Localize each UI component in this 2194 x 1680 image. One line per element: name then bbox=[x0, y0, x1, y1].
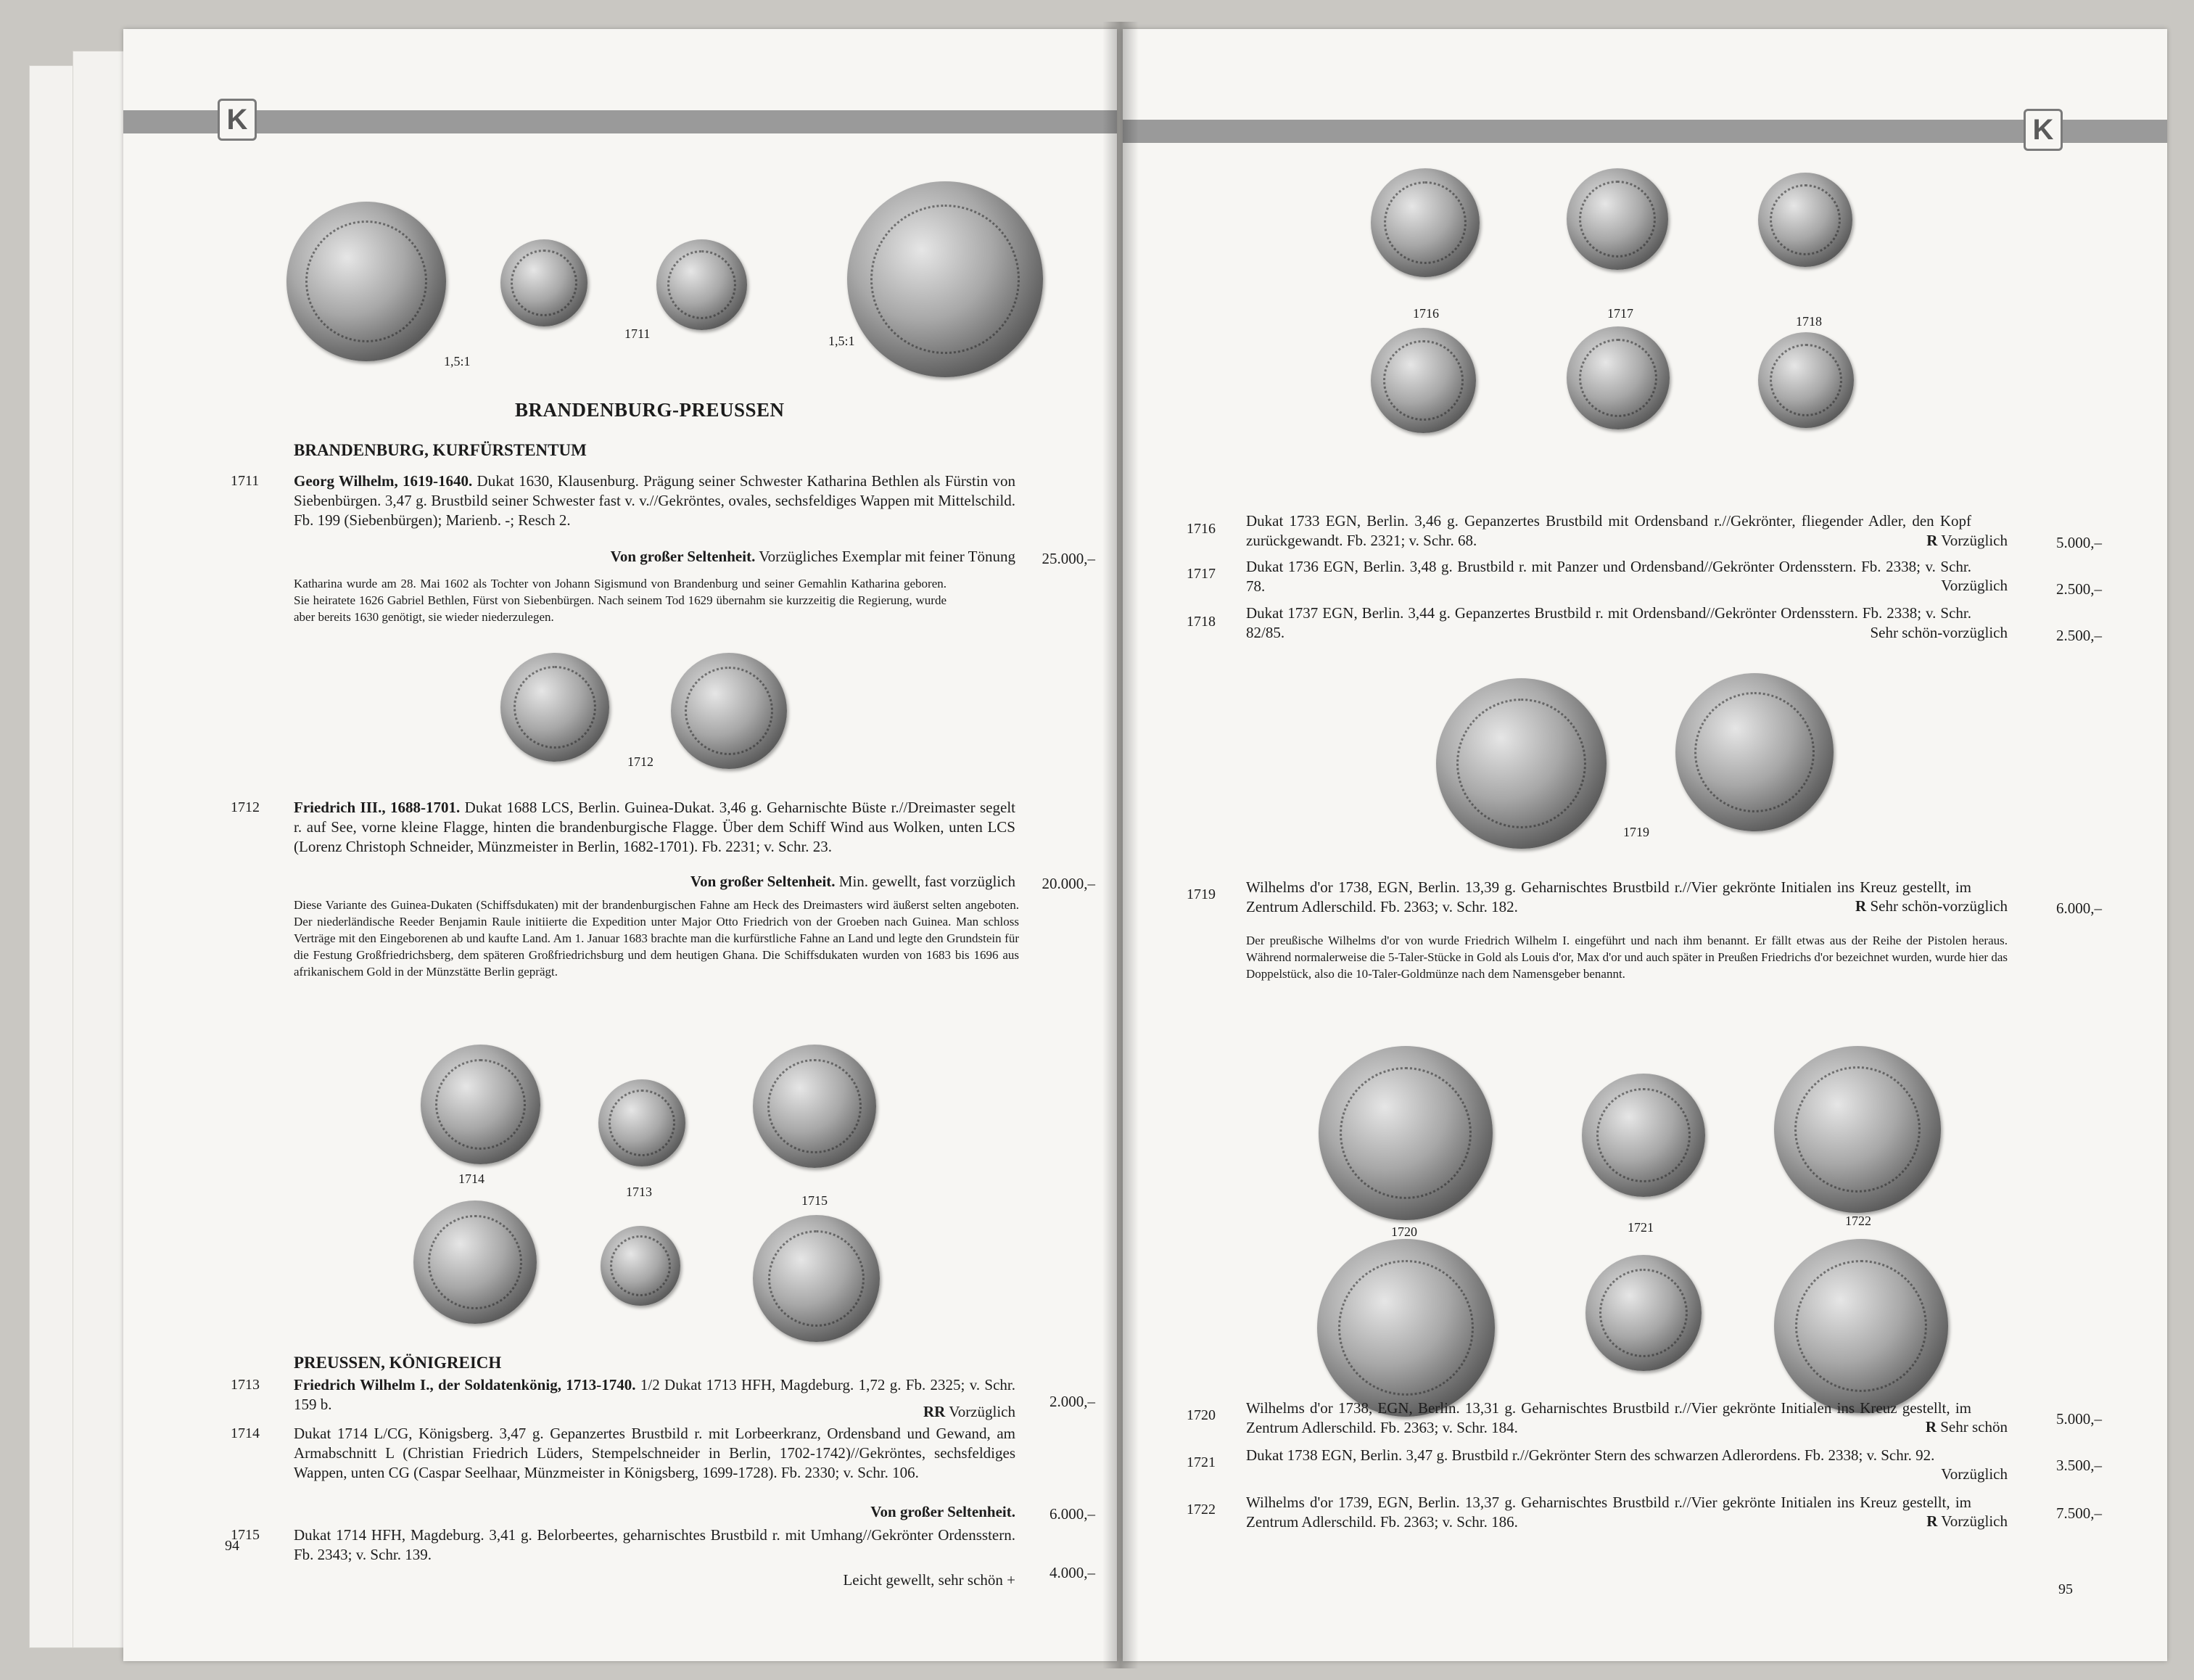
lot-price: 4.000,– bbox=[1049, 1564, 1095, 1581]
lot-grade: Sehr schön-vorzüglich bbox=[1870, 624, 2008, 641]
coin-1711-reverse bbox=[847, 181, 1043, 377]
coin-1711-obverse bbox=[286, 202, 446, 361]
lot-number: 1715 bbox=[231, 1527, 260, 1543]
lot-number: 1719 bbox=[1187, 886, 1216, 902]
coin-1711-reverse-small bbox=[656, 239, 747, 330]
lot-description: Wilhelms d'or 1738, EGN, Berlin. 13,39 g. Geharnischtes Brustbild r.//Vier gekrönte Initialen ins Kreuz gestellt, im Zentrum Adlerschild. Fb. 2363; v. Schr. 182. bbox=[1246, 878, 1971, 915]
lot-grade: Vorzüglich bbox=[1941, 1465, 2008, 1483]
page-number: 94 bbox=[225, 1538, 239, 1554]
lot-price: 20.000,– bbox=[1042, 875, 1095, 892]
lot-price: 6.000,– bbox=[1049, 1505, 1095, 1523]
lot-number: 1720 bbox=[1187, 1407, 1216, 1423]
lot-description: Dukat 1738 EGN, Berlin. 3,47 g. Brustbild r.//Gekrönter Stern des schwarzen Adlerordens. Fb. 2338; v. Schr. 92. bbox=[1246, 1446, 1935, 1464]
lot-grade: RR Vorzüglich bbox=[923, 1403, 1015, 1420]
coin-1714-obverse bbox=[421, 1045, 540, 1164]
lot-description: Dukat 1733 EGN, Berlin. 3,46 g. Gepanzertes Brustbild mit Ordensband r.//Gekrönter, fliegender Adler, den Kopf zurückgewandt. Fb. 2321; v. Schr. 68. bbox=[1246, 512, 1971, 549]
lot-price: 5.000,– bbox=[2056, 534, 2102, 551]
lot-description: Wilhelms d'or 1738, EGN, Berlin. 13,31 g. Geharnischtes Brustbild r.//Vier gekrönte Initialen ins Kreuz gestellt, im Zentrum Adlerschild. Fb. 2363; v. Schr. 184. bbox=[1246, 1399, 1971, 1436]
scale-caption: 1,5:1 bbox=[828, 334, 855, 348]
lot-description: Dukat 1736 EGN, Berlin. 3,48 g. Brustbild r. mit Panzer und Ordensband//Gekrönter Ordensstern. Fb. 2338; v. Schr. 78. bbox=[1246, 558, 1971, 595]
lot-description: Dukat 1737 EGN, Berlin. 3,44 g. Gepanzertes Brustbild r. mit Ordensband//Gekrönter Ordensstern. Fb. 2338; v. Schr. 82/85. bbox=[1246, 604, 1971, 641]
coin-caption-1714: 1714 bbox=[458, 1172, 484, 1186]
lot-number: 1717 bbox=[1187, 566, 1216, 582]
coin-1719-reverse bbox=[1675, 673, 1834, 831]
publisher-logo: K bbox=[2024, 109, 2063, 151]
coin-caption-1717: 1717 bbox=[1607, 306, 1633, 321]
lot-price: 5.000,– bbox=[2056, 1410, 2102, 1428]
header-band bbox=[123, 110, 1117, 133]
coin-1715-obverse bbox=[753, 1045, 876, 1168]
coin-1721-obverse bbox=[1582, 1074, 1705, 1197]
lot-number: 1714 bbox=[231, 1425, 260, 1441]
coin-1712-obverse bbox=[500, 653, 609, 762]
lot-number: 1712 bbox=[231, 799, 260, 815]
lot-note: Katharina wurde am 28. Mai 1602 als Tochter von Johann Sigismund von Brandenburg und seiner Gemahlin Katharina geboren. Sie heiratete 1626 Gabriel Bethlen, Fürst von Siebenbürgen. Nach seinem Tod 1629 übernahm sie kurzzeitig die Regierung, wurde aber bereits 1630 genötigt, sie wieder niederzulegen. bbox=[294, 577, 947, 624]
coin-1717-obverse bbox=[1567, 168, 1668, 270]
coin-caption-1718: 1718 bbox=[1796, 314, 1822, 329]
lot-description: Friedrich Wilhelm I., der Soldatenkönig, 1713-1740. 1/2 Dukat 1713 HFH, Magdeburg. 1,72 g. Fb. 2325; v. Schr. 159 b. bbox=[294, 1376, 1016, 1413]
coin-1718-obverse bbox=[1758, 173, 1852, 267]
lot-description: Dukat 1714 L/CG, Königsberg. 3,47 g. Gepanzertes Brustbild r. mit Lorbeerkranz, Ordensband und Gewand, am Armabschnitt L (Christian Friedrich Lüders, Stempelschneider in Berlin, 1702-1742)//Gekröntes, sechsfeldiges Wappen, unten CG (Caspar Seelhaar, Münzmeister in Königsberg, 1699-1728). Fb. 2330; v. Schr. 106. bbox=[294, 1425, 1015, 1481]
lot-price: 7.500,– bbox=[2056, 1504, 2102, 1522]
page-title: BRANDENBURG-PREUSSEN bbox=[515, 399, 785, 421]
lot-number: 1718 bbox=[1187, 614, 1216, 630]
publisher-logo: K bbox=[218, 99, 257, 141]
lot-note: Diese Variante des Guinea-Dukaten (Schiffsdukaten) mit der brandenburgischen Fahne am Heck des Dreimasters wird äußerst selten angeboten. Der niederländische Reeder Benjamin Raule initiierte die Expedition unter Major Otto Friedrich von der Groeben nach Guinea. Man schloss Verträge mit den Eingeborenen ab und kaufte Land. Am 1. Januar 1683 brachte man die kurfürstliche Fahne an Land und legte den Grundstein für die Festung Großfriedrichsberg, dem späteren Großfriedrichsburg und dem heutigen Ghana. Die Schiffsdukaten wurden von 1683 bis 1696 aus afrikanischem Gold in der Münzstätte Berlin geprägt. bbox=[294, 898, 1019, 979]
coin-caption-1715: 1715 bbox=[801, 1193, 828, 1208]
lot-price: 25.000,– bbox=[1042, 550, 1095, 567]
left-page bbox=[123, 29, 1117, 1661]
lot-grade: R Vorzüglich bbox=[1926, 532, 2008, 549]
coin-1719-obverse bbox=[1436, 678, 1607, 849]
lot-grade: Von großer Seltenheit. Vorzügliches Exemplar mit feiner Tönung bbox=[610, 548, 1015, 565]
coin-1720-reverse bbox=[1317, 1239, 1495, 1417]
coin-1711-obverse-small bbox=[500, 239, 587, 326]
book-gutter bbox=[1102, 22, 1139, 1668]
coin-1713-obverse bbox=[598, 1079, 685, 1166]
coin-1718-reverse bbox=[1758, 332, 1854, 428]
coin-caption-1722: 1722 bbox=[1845, 1214, 1871, 1228]
lot-description: Dukat 1714 HFH, Magdeburg. 3,41 g. Belorbeertes, geharnischtes Brustbild r. mit Umhang//Gekrönter Ordensstern. Fb. 2343; v. Schr. 139. bbox=[294, 1526, 1015, 1563]
coin-caption-1716: 1716 bbox=[1413, 306, 1439, 321]
lot-price: 2.500,– bbox=[2056, 627, 2102, 644]
lot-number: 1716 bbox=[1187, 521, 1216, 537]
lot-grade: Vorzüglich bbox=[1941, 577, 2008, 594]
coin-1717-reverse bbox=[1567, 326, 1670, 429]
coin-1720-obverse bbox=[1319, 1046, 1493, 1220]
lot-grade: R Sehr schön-vorzüglich bbox=[1855, 897, 2008, 915]
lot-number: 1711 bbox=[231, 473, 260, 489]
lot-grade: R Vorzüglich bbox=[1926, 1512, 2008, 1530]
lot-grade: R Sehr schön bbox=[1925, 1418, 2008, 1436]
lot-number: 1721 bbox=[1187, 1454, 1216, 1470]
coin-caption-1719: 1719 bbox=[1623, 825, 1649, 839]
section-heading: PREUSSEN, KÖNIGREICH bbox=[294, 1354, 502, 1372]
lot-description: Friedrich III., 1688-1701. Dukat 1688 LCS, Berlin. Guinea-Dukat. 3,46 g. Geharnischte Büste r.//Dreimaster segelt r. auf See, vorne kleine Flagge, hinten die brandenburgische Flagge. Über dem Schiff Wind aus Wolken, unten LCS (Lorenz Christoph Schneider, Münzmeister in Berlin, 1682-1701). Fb. 2231; v. Schr. 23. bbox=[294, 799, 1015, 855]
scale-caption: 1,5:1 bbox=[444, 354, 471, 368]
coin-1716-obverse bbox=[1371, 168, 1480, 277]
coin-1713-reverse bbox=[601, 1226, 680, 1306]
coin-caption-1712: 1712 bbox=[627, 754, 653, 769]
lot-price: 2.000,– bbox=[1049, 1393, 1095, 1410]
lot-price: 6.000,– bbox=[2056, 899, 2102, 917]
coin-1715-reverse bbox=[753, 1215, 880, 1342]
coin-1716-reverse bbox=[1371, 328, 1476, 433]
coin-caption-1721: 1721 bbox=[1628, 1220, 1654, 1235]
header-band bbox=[1123, 120, 2167, 143]
lot-description: Wilhelms d'or 1739, EGN, Berlin. 13,37 g. Geharnischtes Brustbild r.//Vier gekrönte Initialen ins Kreuz gestellt, im Zentrum Adlerschild. Fb. 2363; v. Schr. 186. bbox=[1246, 1494, 1971, 1531]
page-number: 95 bbox=[2058, 1581, 2073, 1597]
lot-description: Georg Wilhelm, 1619-1640. Dukat 1630, Klausenburg. Prägung seiner Schwester Katharina Bethlen als Fürstin von Siebenbürgen. 3,47 g. Brustbild seiner Schwester fast v. v.//Gekröntes, ovales, sechsfeldiges Wappen mit Mittelschild. Fb. 199 (Siebenbürgen); Marienb. -; Resch 2. bbox=[294, 472, 1016, 529]
lot-number: 1722 bbox=[1187, 1502, 1216, 1518]
lot-grade: Von großer Seltenheit. bbox=[870, 1503, 1015, 1520]
lot-number: 1713 bbox=[231, 1377, 260, 1393]
lot-grade: Leicht gewellt, sehr schön + bbox=[843, 1571, 1015, 1589]
lot-note: Der preußische Wilhelms d'or von wurde Friedrich Wilhelm I. eingeführt und nach ihm benannt. Er fällt etwas aus der Reihe der Pistolen heraus. Während normalerweise die 5-Taler-Stücke in Gold als Louis d'or, Max d'or und auch später in Preußen Friedrichs d'or bezeichnet wurden, wurde hier das Doppelstück, also die 10-Taler-Goldmünze nach dem Namensgeber benannt. bbox=[1246, 934, 2008, 981]
coin-1721-reverse bbox=[1585, 1255, 1702, 1371]
lot-price: 3.500,– bbox=[2056, 1457, 2102, 1474]
coin-1722-reverse bbox=[1774, 1239, 1948, 1413]
coin-caption-1713: 1713 bbox=[626, 1185, 652, 1199]
lot-price: 2.500,– bbox=[2056, 580, 2102, 598]
coin-caption-1711: 1711 bbox=[624, 326, 651, 341]
right-page bbox=[1123, 29, 2167, 1661]
section-heading: BRANDENBURG, KURFÜRSTENTUM bbox=[294, 441, 587, 459]
coin-caption-1720: 1720 bbox=[1391, 1224, 1417, 1239]
lot-grade: Von großer Seltenheit. Min. gewellt, fast vorzüglich bbox=[690, 873, 1015, 890]
coin-1714-reverse bbox=[413, 1201, 537, 1324]
coin-1712-reverse bbox=[671, 653, 787, 769]
coin-1722-obverse bbox=[1774, 1046, 1941, 1213]
